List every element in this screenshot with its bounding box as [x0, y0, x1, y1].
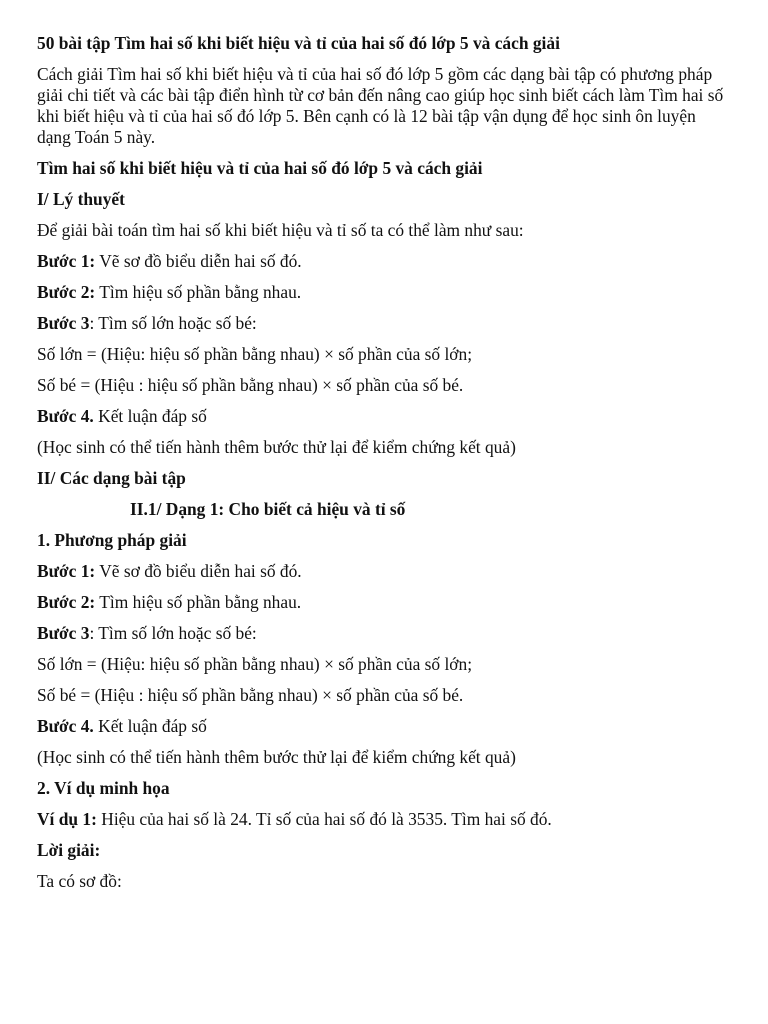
method-heading: 1. Phương pháp giải: [37, 530, 187, 550]
theory-step-4: [37, 406, 728, 427]
step-label: Bước 2:: [37, 592, 96, 612]
step-label: Bước 4.: [37, 716, 94, 736]
step-text: Tìm hiệu số phần bằng nhau.: [95, 592, 302, 612]
solution-label: Lời giải:: [37, 840, 101, 860]
diagram-lead: Ta có sơ đồ:: [37, 871, 122, 891]
intro-paragraph: Cách giải Tìm hai số khi biết hiệu và tỉ của hai số đó lớp 5 gồm các dạng bài tập có phương pháp giải chi tiết và các bài tập điển hình từ cơ bản đến nâng cao giúp học sinh biết cách làm Tìm hai số khi biết hiệu và tỉ của hai số đó lớp 5. Bên cạnh có là 12 bài tập vận dụng để học sinh ôn luyện dạng Toán 5 này.: [37, 64, 724, 147]
method-step-2: [37, 592, 728, 613]
step-text: Kết luận đáp số: [93, 406, 207, 426]
exercises-heading: II/ Các dạng bài tập: [37, 468, 186, 488]
step-text: : Tìm số lớn hoặc số bé:: [89, 313, 257, 333]
type1-heading: II.1/ Dạng 1: Cho biết cả hiệu và tỉ số: [130, 499, 406, 519]
section-heading: Tìm hai số khi biết hiệu và tỉ của hai số đó lớp 5 và cách giải: [37, 158, 483, 178]
theory-note: (Học sinh có thể tiến hành thêm bước thử lại để kiểm chứng kết quả): [37, 437, 516, 457]
example-text: Hiệu của hai số là 24. Tỉ số của hai số đó là 3535. Tìm hai số đó.: [96, 809, 552, 829]
step-label: Bước 3: [37, 313, 90, 333]
step-label: Bước 2:: [37, 282, 96, 302]
step-label: Bước 4.: [37, 406, 94, 426]
example-label: Ví dụ 1:: [37, 809, 97, 829]
method-formula-small: Số bé = (Hiệu : hiệu số phần bằng nhau) × số phần của số bé.: [37, 685, 464, 705]
theory-lead: Để giải bài toán tìm hai số khi biết hiệu và tỉ số ta có thể làm như sau:: [37, 220, 524, 240]
step-label: Bước 1:: [37, 561, 96, 581]
theory-step-2: [37, 282, 728, 303]
theory-step-3: [37, 313, 728, 334]
step-text: Vẽ sơ đồ biểu diễn hai số đó.: [95, 561, 302, 581]
method-step-3: [37, 623, 728, 644]
step-text: Kết luận đáp số: [93, 716, 207, 736]
example-heading: 2. Ví dụ minh họa: [37, 778, 170, 798]
example-1: [37, 809, 728, 830]
theory-step-1: [37, 251, 728, 272]
step-text: : Tìm số lớn hoặc số bé:: [89, 623, 257, 643]
method-note: (Học sinh có thể tiến hành thêm bước thử lại để kiểm chứng kết quả): [37, 747, 516, 767]
step-text: Tìm hiệu số phần bằng nhau.: [95, 282, 302, 302]
theory-formula-large: Số lớn = (Hiệu: hiệu số phần bằng nhau) × số phần của số lớn;: [37, 344, 473, 364]
step-label: Bước 3: [37, 623, 90, 643]
document-title: 50 bài tập Tìm hai số khi biết hiệu và tỉ của hai số đó lớp 5 và cách giải: [37, 33, 560, 53]
step-text: Vẽ sơ đồ biểu diễn hai số đó.: [95, 251, 302, 271]
theory-formula-small: Số bé = (Hiệu : hiệu số phần bằng nhau) × số phần của số bé.: [37, 375, 464, 395]
theory-heading: I/ Lý thuyết: [37, 189, 125, 209]
method-step-1: [37, 561, 728, 582]
method-step-4: [37, 716, 728, 737]
step-label: Bước 1:: [37, 251, 96, 271]
method-formula-large: Số lớn = (Hiệu: hiệu số phần bằng nhau) × số phần của số lớn;: [37, 654, 473, 674]
